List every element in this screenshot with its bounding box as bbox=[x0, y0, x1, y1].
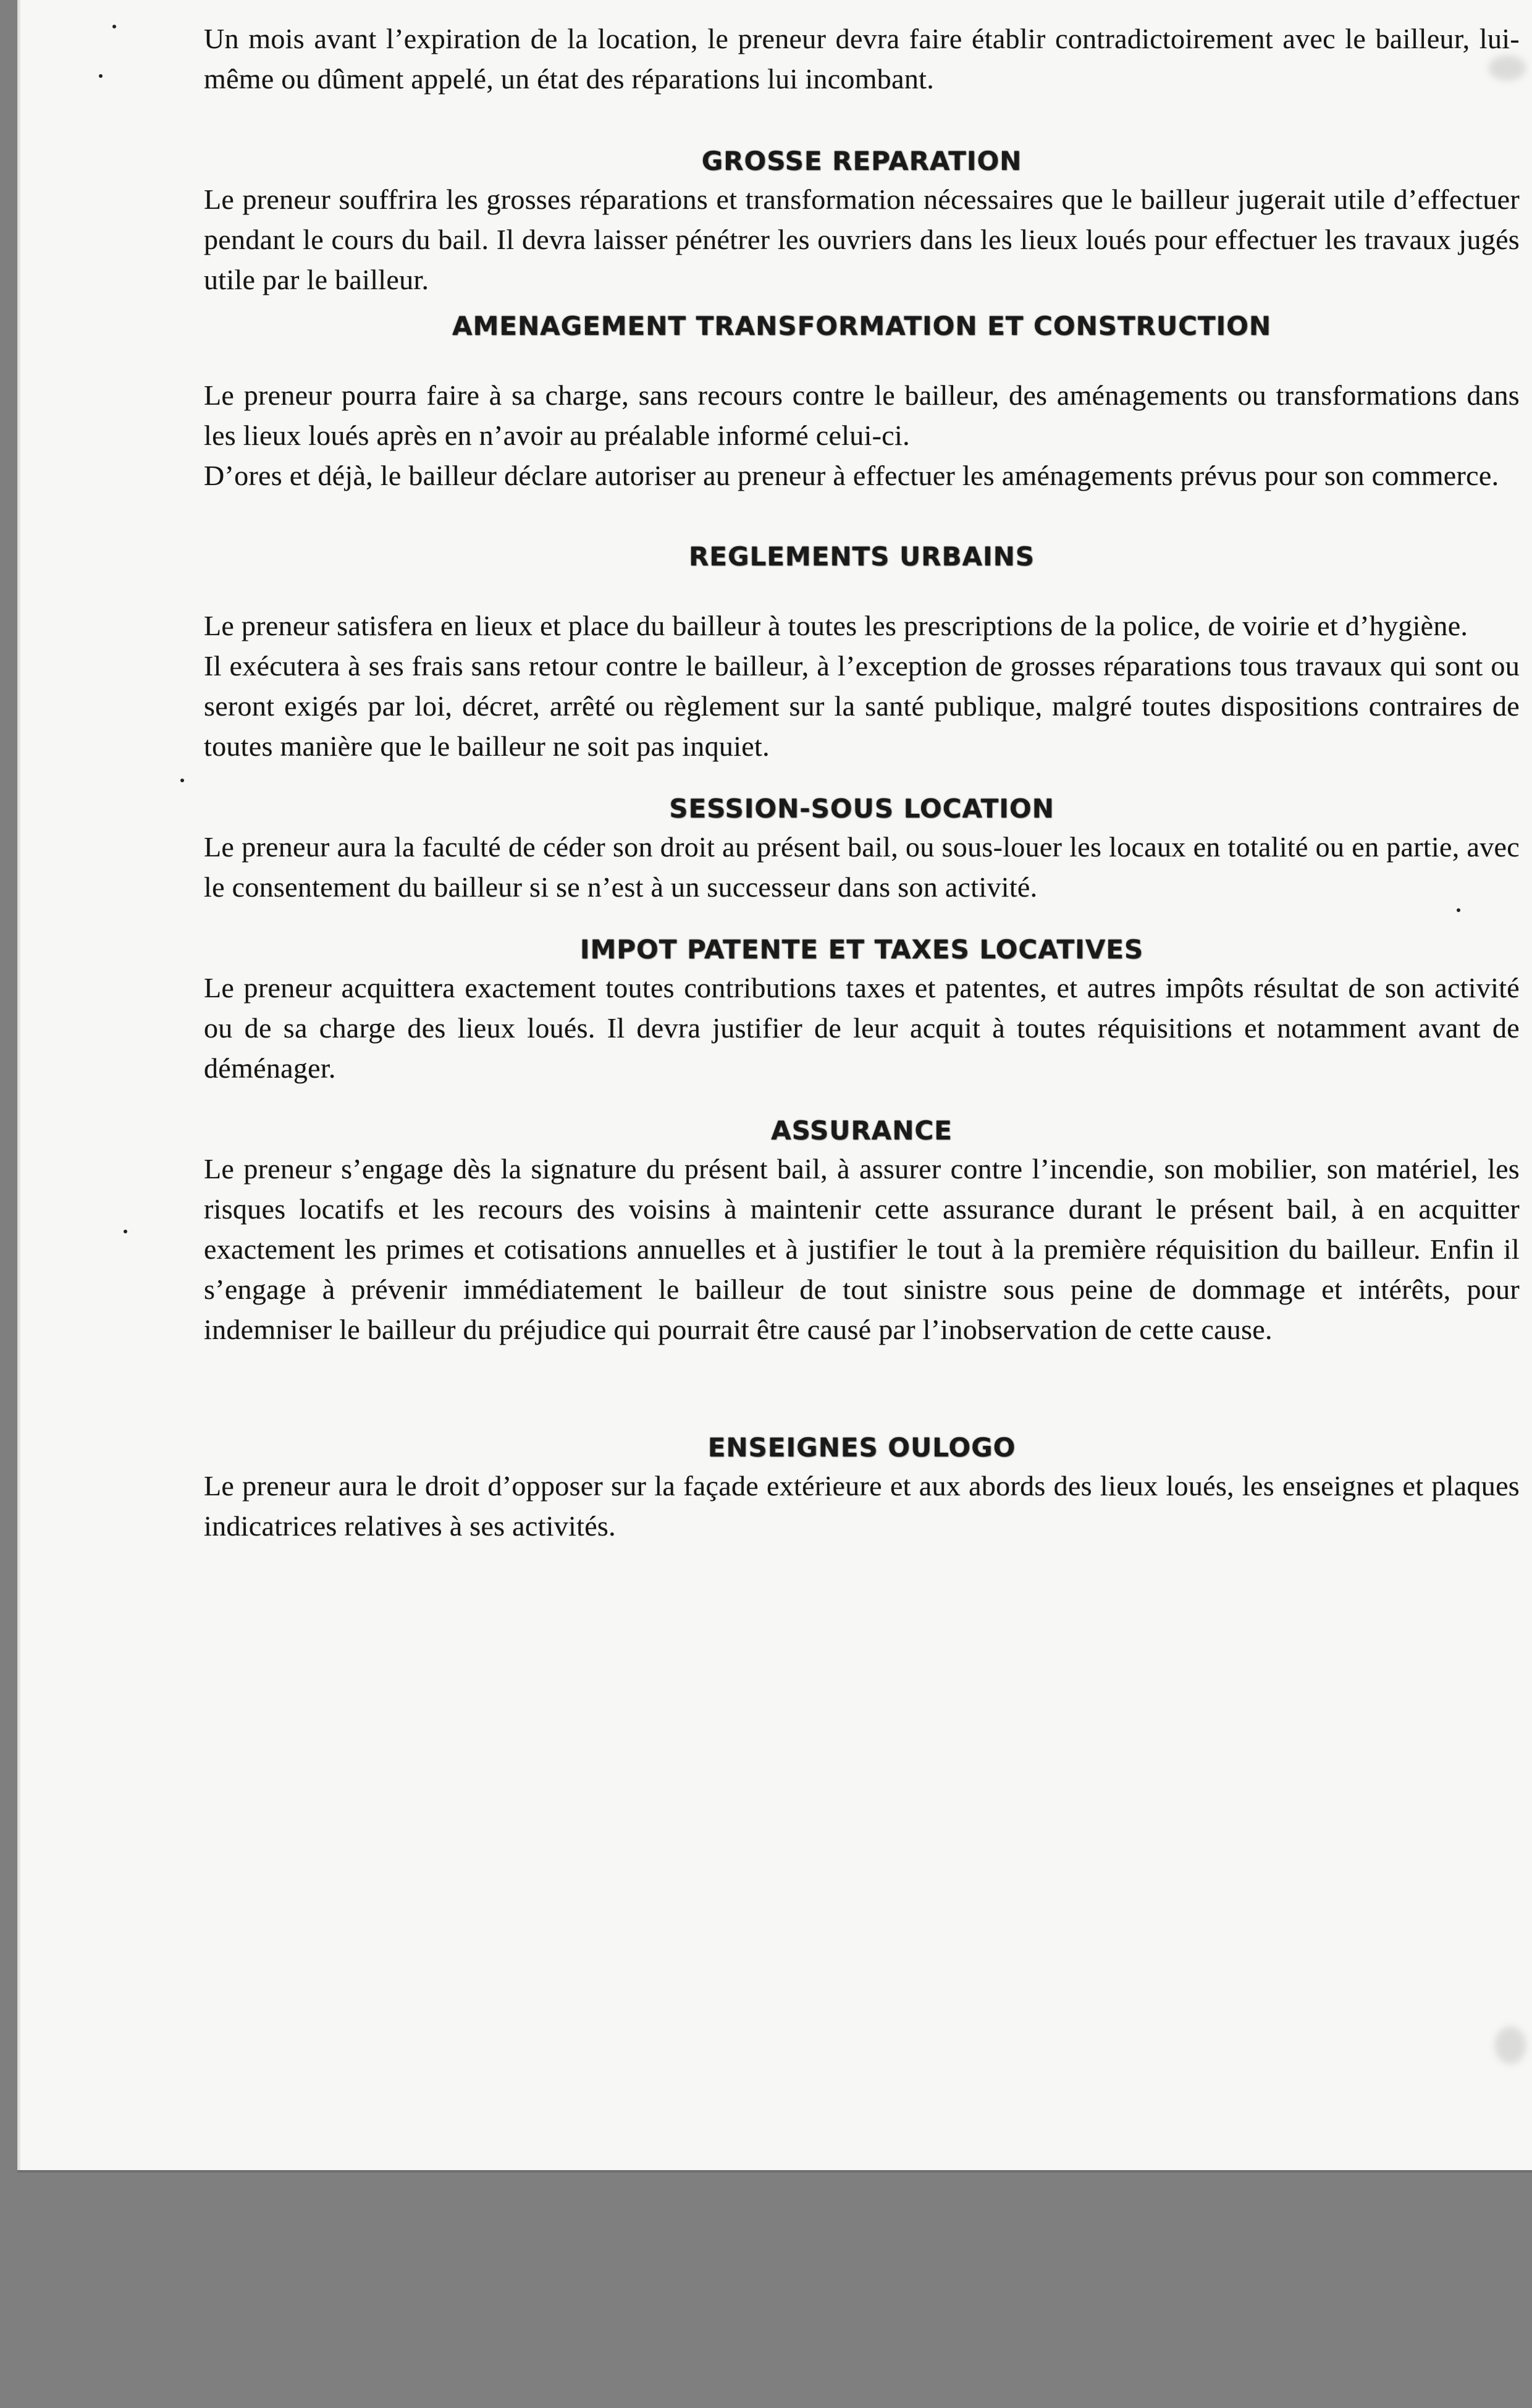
document-page bbox=[17, 0, 1532, 2170]
section-heading: AMENAGEMENT TRANSFORMATION ET CONSTRUCTION bbox=[452, 311, 1272, 341]
section-heading: REGLEMENTS URBAINS bbox=[688, 541, 1035, 572]
section-heading: IMPOT PATENTE ET TAXES LOCATIVES bbox=[579, 934, 1144, 965]
page-edge bbox=[19, 0, 20, 2170]
section-paragraph: Il exécutera à ses frais sans retour contre le bailleur, à l’exception de grosses réparations tous travaux qui sont ou seront exigés par loi, décret, arrêté ou règlement sur la santé publique, malgré toutes dispositions contraires de toutes manière que le bailleur ne soit pas inquiet. bbox=[204, 650, 1520, 762]
section-heading: GROSSE REPARATION bbox=[701, 146, 1022, 176]
section-grosse-reparation bbox=[204, 143, 1520, 300]
section-paragraph: Le preneur aura la faculté de céder son droit au présent bail, ou sous-louer les locaux en totalité ou en partie, avec le consentement du bailleur si se n’est à un successeur dans son activité. bbox=[204, 831, 1520, 903]
scan-speck bbox=[112, 25, 116, 28]
section-paragraph: Le preneur s’engage dès la signature du présent bail, à assurer contre l’incendie, son mobilier, son matériel, les risques locatifs et les recours des voisins à maintenir cette assurance durant le présent bail, à en acquitter exactement les primes et cotisations annuelles et à justifier le tout à la première réquisition du bailleur. Enfin il s’engage à prévenir immédiatement le bailleur de tout sinistre sous peine de dommage et intérêts, pour indemniser le bailleur du préjudice qui pourrait être causé par l’inobservation de cette cause. bbox=[204, 1153, 1520, 1345]
document-body bbox=[204, 19, 1520, 1546]
scan-speck bbox=[180, 779, 184, 782]
section-paragraph: D’ores et déjà, le bailleur déclare autoriser au preneur à effectuer les aménagements prévus pour son commerce. bbox=[204, 460, 1499, 491]
section-heading: SESSION-SOUS LOCATION bbox=[669, 793, 1054, 824]
section-heading: ASSURANCE bbox=[771, 1115, 953, 1146]
section-paragraph: Le preneur satisfera en lieux et place du bailleur à toutes les prescriptions de la police, de voirie et d’hygiène. bbox=[204, 610, 1468, 641]
section-session-sous-location bbox=[204, 791, 1520, 907]
section-amenagement bbox=[204, 308, 1520, 496]
section-assurance bbox=[204, 1113, 1520, 1350]
section-impot-patente bbox=[204, 932, 1520, 1088]
section-heading: ENSEIGNES OULOGO bbox=[707, 1432, 1016, 1463]
section-reglements-urbains bbox=[204, 539, 1520, 766]
scan-speck bbox=[99, 74, 103, 78]
section-enseignes bbox=[204, 1430, 1520, 1546]
section-paragraph: Le preneur acquittera exactement toutes contributions taxes et patentes, et autres impôts résultat de son activité ou de sa charge des lieux loués. Il devra justifier de leur acquit à toutes réquisitions et notamment avant de déménager. bbox=[204, 972, 1520, 1084]
scan-speck bbox=[124, 1230, 127, 1233]
scan-smudge bbox=[1495, 2027, 1526, 2064]
section-paragraph: Le preneur aura le droit d’opposer sur la façade extérieure et aux abords des lieux loués, les enseignes et plaques indicatrices relatives à ses activités. bbox=[204, 1470, 1520, 1542]
section-paragraph: Le preneur souffrira les grosses réparations et transformation nécessaires que le bailleur jugerait utile d’effectuer pendant le cours du bail. Il devra laisser pénétrer les ouvriers dans les lieux loués pour effectuer les travaux jugés utile par le bailleur. bbox=[204, 184, 1520, 295]
intro-paragraph: Un mois avant l’expiration de la location, le preneur devra faire établir contradictoirement avec le bailleur, lui-même ou dûment appelé, un état des réparations lui incombant. bbox=[204, 23, 1520, 95]
section-paragraph: Le preneur pourra faire à sa charge, sans recours contre le bailleur, des aménagements ou transformations dans les lieux loués après en n’avoir au préalable informé celui-ci. bbox=[204, 379, 1520, 451]
